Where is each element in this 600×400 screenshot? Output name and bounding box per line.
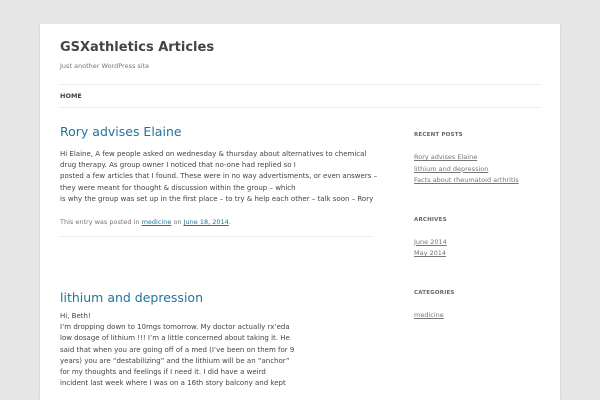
entry-meta-suffix: . — [228, 218, 231, 227]
archives-list — [414, 237, 544, 260]
post-text-line: I’m dropping down to 10mgs tomorrow. My doctor actually rx’eda — [60, 323, 290, 332]
post-rory-advises-elaine — [60, 124, 378, 245]
post-text-line: years) you are “destabilizing” and the lithium will be an “anchor” — [60, 356, 290, 365]
archive-link[interactable]: June 2014 — [414, 237, 447, 246]
post-text-line: they were meant for thought & discussion within the group – which — [60, 183, 296, 192]
post-text-line: Hi, Beth! — [60, 312, 91, 320]
post-text-line: Hi Elaine, A few people asked on wednesday & thursday about alternatives to chemical — [60, 150, 367, 158]
entry-meta-prefix: This entry was posted in — [60, 218, 140, 227]
site-title[interactable]: GSXathletics Articles — [60, 40, 215, 55]
nav-item-home[interactable]: HOME — [60, 92, 82, 100]
entry-meta — [60, 218, 370, 226]
post-text-line: said that when you are going off of a med (I’ve been on them for 9 — [60, 345, 295, 354]
recent-post-link[interactable]: lithium and depression — [414, 164, 489, 173]
widget-title: RECENT POSTS — [414, 132, 463, 138]
widget-archives — [414, 217, 544, 260]
widget-title: CATEGORIES — [414, 289, 455, 296]
post-text-line: is why the group was set up in the first place – to try & help each other – talk soon – Rory — [60, 194, 374, 203]
sidebar — [414, 132, 544, 351]
site-description: Just another WordPress site — [60, 62, 150, 70]
categories-list — [414, 310, 544, 322]
recent-post-link[interactable]: Rory advises Elaine — [414, 153, 478, 161]
archive-link[interactable]: May 2014 — [414, 249, 447, 257]
post-text-line: drug therapy. As group owner I noticed that no-one had replied so I — [60, 161, 296, 170]
widget-title: ARCHIVES — [414, 216, 447, 223]
post-text-line: posted a few articles that I found. These were in no way advertisments, or even answers – — [60, 172, 378, 181]
category-link-medicine[interactable]: medicine — [141, 218, 172, 227]
recent-posts-list — [414, 152, 544, 187]
post-lithium-and-depression — [60, 290, 370, 389]
post-text-line: for my thoughts and feelings if I need it. I did have a weird — [60, 368, 266, 377]
main-navigation — [60, 84, 540, 108]
post-date-link[interactable]: June 18, 2014 — [183, 218, 229, 227]
post-text-line: incident last week where I was on a 16th story balcony and kept — [60, 379, 286, 388]
post-text-line: low dosage of lithium !!! I’m a little concerned about taking it. He — [60, 334, 290, 343]
post-divider — [60, 236, 372, 237]
recent-post-link[interactable]: Facts about rheumatoid arthritis — [414, 176, 519, 184]
widget-categories — [414, 290, 544, 322]
category-link[interactable]: medicine — [414, 310, 444, 319]
post-title[interactable]: Rory advises Elaine — [60, 124, 182, 139]
post-title[interactable]: lithium and depression — [60, 290, 203, 305]
page-container — [40, 24, 560, 400]
widget-recent-posts — [414, 132, 544, 187]
entry-meta-on: on — [173, 218, 182, 227]
